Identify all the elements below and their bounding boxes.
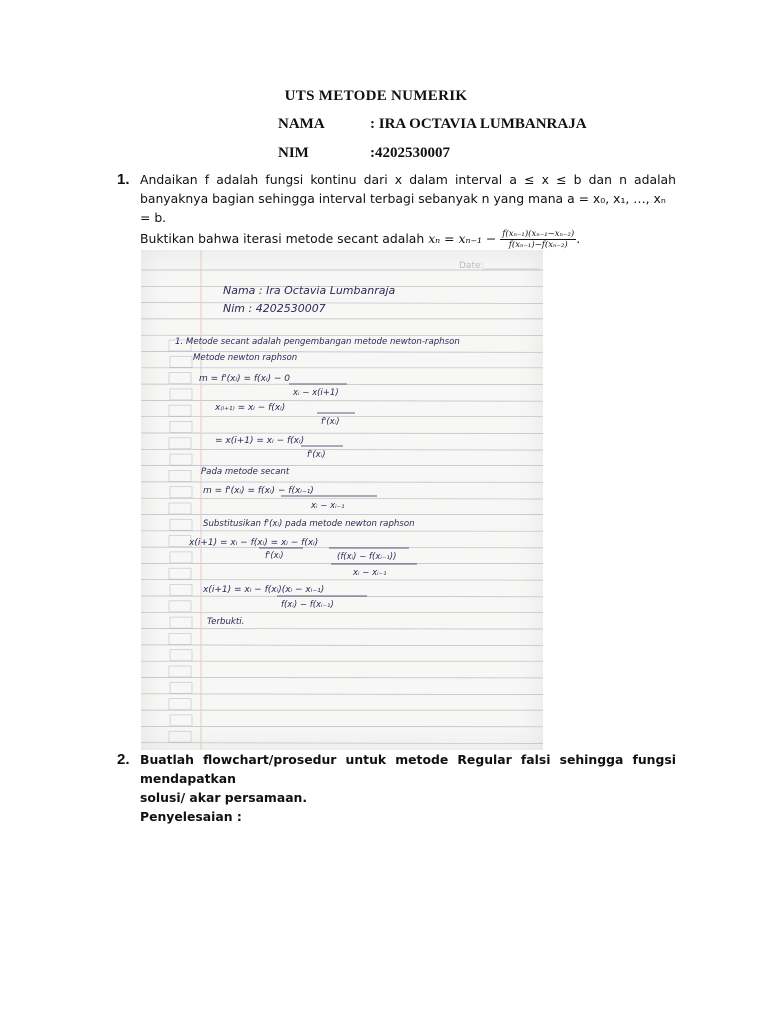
margin-box	[170, 617, 192, 628]
hw-den-3: f'(xᵢ)	[307, 450, 326, 460]
margin-box	[169, 568, 191, 579]
margin-box	[169, 373, 191, 384]
margin-box	[170, 585, 192, 596]
hw-den-6: (f(xᵢ) − f(xᵢ₋₁))	[337, 552, 397, 562]
secant-formula-numerator: f(xₙ₋₁)(xₙ₋₁−xₙ₋₂)	[502, 229, 575, 239]
margin-box	[170, 682, 192, 693]
margin-box	[169, 405, 191, 416]
question-1-number: 1.	[117, 171, 130, 188]
nim-value: :4202530007	[370, 145, 450, 161]
nim-label: NIM	[278, 145, 309, 161]
nama-label: NAMA	[278, 116, 325, 132]
nama-row	[278, 116, 587, 133]
margin-box	[169, 503, 191, 514]
question-1-line-3-prefix: Buktikan bahwa iterasi metode secant adalah	[140, 231, 425, 246]
margin-box	[169, 438, 191, 449]
margin-box	[170, 552, 192, 563]
margin-box	[170, 356, 192, 367]
question-1-line-2: banyaknya bagian sehingga interval terbagi sebanyak n yang mana a = x₀, x₁, …, xₙ = b.	[140, 191, 666, 225]
hw-line-slope: m = f'(xᵢ) = f(xᵢ) − 0	[199, 374, 291, 384]
margin-box	[169, 536, 191, 547]
handwritten-answer-photo	[141, 250, 543, 750]
question-2-number: 2.	[117, 751, 130, 768]
margin-box	[170, 650, 192, 661]
margin-box	[170, 422, 192, 433]
hw-line-newton-result: = x(i+1) = xᵢ − f(xᵢ)	[215, 436, 305, 446]
margin-box	[170, 389, 192, 400]
hw-line-nim: Nim : 4202530007	[223, 302, 326, 315]
hw-line-substitution-step: x(i+1) = xᵢ − f(xᵢ) = xᵢ − f(xᵢ)	[189, 538, 319, 548]
question-2-answer-label: Penyelesaian :	[140, 809, 242, 824]
question-2-line-2: solusi/ akar persamaan.	[140, 790, 308, 805]
hw-den-5: f'(xᵢ)	[265, 551, 284, 561]
margin-box	[169, 699, 191, 710]
hw-den-2: f'(xᵢ)	[321, 417, 340, 427]
margin-box	[170, 454, 192, 465]
date-label: Date:	[459, 261, 484, 271]
hw-line-intro: 1. Metode secant adalah pengembangan metode newton-raphson	[175, 337, 460, 347]
hw-den-4: xᵢ − xᵢ₋₁	[311, 501, 345, 511]
secant-formula-end: .	[576, 231, 581, 246]
hw-den-1: xᵢ − x(i+1)	[293, 388, 339, 398]
margin-box	[169, 666, 191, 677]
margin-box	[169, 601, 191, 612]
hw-line-newton-step: x₍ᵢ₊₁₎ = xᵢ − f(xᵢ)	[215, 403, 286, 413]
hw-line-substitute: Substitusikan f'(xᵢ) pada metode newton raphson	[203, 519, 415, 529]
margin-box	[169, 470, 191, 481]
secant-formula-lhs: xₙ = xₙ₋₁ −	[428, 231, 497, 246]
margin-box	[169, 633, 191, 644]
question-2-line-1: Buatlah flowchart/prosedur untuk metode Regular falsi sehingga fungsi mendapatkan	[140, 752, 676, 786]
hw-line-secant-title: Pada metode secant	[201, 467, 290, 477]
margin-box	[170, 487, 192, 498]
hw-line-terbukti: Terbukti.	[207, 617, 245, 627]
secant-formula-denominator: f(xₙ₋₁)−f(xₙ₋₂)	[508, 240, 568, 250]
margin-box	[170, 519, 192, 530]
hw-line-nama: Nama : Ira Octavia Lumbanraja	[223, 284, 396, 297]
margin-box	[170, 715, 192, 726]
document-title: UTS METODE NUMERIK	[284, 88, 468, 104]
hw-line-newton-title: Metode newton raphson	[193, 353, 298, 363]
nama-value: : IRA OCTAVIA LUMBANRAJA	[370, 116, 587, 132]
hw-den-7: xᵢ − xᵢ₋₁	[353, 568, 387, 578]
secant-formula-fraction	[500, 229, 576, 250]
question-1-line-3	[140, 227, 676, 251]
question-2-text	[140, 750, 676, 826]
hw-line-secant-result: x(i+1) = xᵢ − f(xᵢ)(xᵢ − xᵢ₋₁)	[203, 585, 325, 595]
hw-den-8: f(xᵢ) − f(xᵢ₋₁)	[281, 600, 334, 610]
hw-line-secant-slope: m = f'(xᵢ) = f(xᵢ) − f(xᵢ₋₁)	[203, 486, 314, 496]
nim-row	[278, 145, 450, 162]
question-1-line-1: Andaikan f adalah fungsi kontinu dari x dalam interval a ≤ x ≤ b dan n adalah	[140, 172, 676, 187]
margin-box	[169, 731, 191, 742]
notebook-page	[141, 250, 543, 750]
